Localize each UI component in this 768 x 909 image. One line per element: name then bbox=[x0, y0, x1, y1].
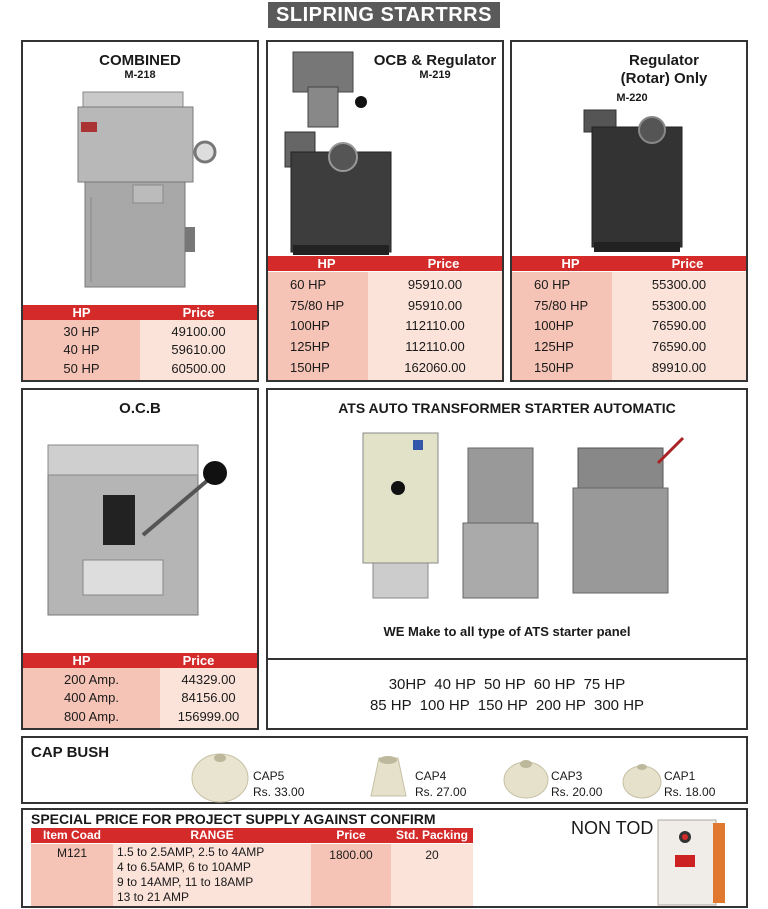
ocb-title: O.C.B bbox=[119, 400, 161, 417]
cap4-image bbox=[361, 752, 416, 800]
ats-hp-box bbox=[266, 658, 748, 730]
ocb-regulator-table bbox=[268, 272, 502, 380]
item-coad-header: Item Coad bbox=[42, 828, 101, 842]
ocb-regulator-model: M-219 bbox=[419, 69, 451, 81]
ats-card bbox=[266, 388, 748, 660]
table-cell: 49100.00 bbox=[171, 323, 226, 339]
table-cell: 112110.00 bbox=[405, 318, 465, 334]
table-cell: 112110.00 bbox=[405, 339, 465, 355]
ats-panel-images bbox=[358, 428, 688, 603]
non-tod-starter-image bbox=[653, 815, 728, 907]
regulator-table bbox=[512, 272, 746, 380]
table-cell: 95910.00 bbox=[407, 297, 463, 313]
special-price-card bbox=[21, 808, 748, 908]
ats-hp-line1: 30HP 40 HP 50 HP 60 HP 75 HP bbox=[388, 676, 626, 693]
price-header: Price bbox=[336, 828, 366, 842]
table-cell: 30 HP bbox=[63, 323, 100, 339]
combined-machine-image bbox=[73, 87, 223, 292]
table-cell: 59610.00 bbox=[171, 342, 226, 358]
table-cell: 162060.00 bbox=[404, 360, 466, 376]
table-cell: 75/80 HP bbox=[290, 297, 345, 313]
ocb-regulator-price-header: Price bbox=[427, 256, 460, 271]
range-header: RANGE bbox=[190, 828, 234, 842]
table-cell: 44329.00 bbox=[181, 671, 236, 687]
ocb-card bbox=[21, 388, 259, 730]
ocb-hp-header: HP bbox=[72, 653, 91, 668]
table-cell: 89910.00 bbox=[651, 360, 707, 376]
cap3-image bbox=[501, 754, 551, 800]
ats-title: ATS AUTO TRANSFORMER STARTER AUTOMATIC bbox=[338, 400, 676, 416]
special-title: SPECIAL PRICE FOR PROJECT SUPPLY AGAINST CONFIRM bbox=[31, 811, 436, 827]
std-packing-cell: 20 bbox=[425, 848, 439, 862]
combined-table-header bbox=[23, 305, 257, 320]
table-cell: 76590.00 bbox=[651, 339, 707, 355]
ocb-regulator-table-header bbox=[268, 256, 502, 271]
cap4-price: Rs. 27.00 bbox=[415, 785, 467, 799]
cap1-label bbox=[664, 768, 715, 800]
combined-table bbox=[23, 320, 257, 380]
non-tod-label: NON TOD bbox=[571, 818, 654, 838]
combined-hp-header: HP bbox=[72, 305, 91, 320]
combined-model: M-218 bbox=[124, 69, 156, 81]
table-cell: 50 HP bbox=[63, 361, 100, 377]
combined-title: COMBINED bbox=[99, 52, 181, 69]
ocb-regulator-card bbox=[266, 40, 504, 382]
ocb-regulator-machine-image bbox=[283, 47, 393, 257]
table-cell: 60 HP bbox=[534, 276, 571, 292]
regulator-price-header: Price bbox=[671, 256, 704, 271]
ocb-table-header bbox=[23, 653, 257, 668]
cap1-name: CAP1 bbox=[664, 769, 696, 783]
cap5-name: CAP5 bbox=[253, 769, 285, 783]
price-cell: 1800.00 bbox=[329, 848, 373, 862]
cap-bush-title: CAP BUSH bbox=[31, 744, 110, 761]
table-cell: 150HP bbox=[290, 360, 330, 376]
table-cell: 125HP bbox=[534, 339, 574, 355]
table-cell: 40 HP bbox=[63, 342, 100, 358]
ocb-regulator-title: OCB & Regulator bbox=[373, 52, 497, 69]
table-cell: 60 HP bbox=[290, 276, 327, 292]
item-coad-cell: M121 bbox=[56, 846, 88, 860]
table-cell: 55300.00 bbox=[651, 297, 707, 313]
table-cell: 156999.00 bbox=[177, 709, 240, 725]
combined-price-header: Price bbox=[182, 305, 215, 320]
table-cell: 60500.00 bbox=[171, 361, 226, 377]
page-banner: SLIPRING STARTRRS bbox=[268, 2, 500, 28]
cap4-name: CAP4 bbox=[415, 769, 447, 783]
std-packing-header: Std. Packing bbox=[395, 828, 469, 842]
table-cell: 125HP bbox=[290, 339, 330, 355]
cap3-name: CAP3 bbox=[551, 769, 583, 783]
table-cell: 76590.00 bbox=[651, 318, 707, 334]
cap4-label bbox=[415, 768, 466, 800]
regulator-model: M-220 bbox=[616, 92, 648, 104]
table-cell: 84156.00 bbox=[181, 690, 236, 706]
table-cell: 400 Amp. bbox=[64, 690, 119, 706]
cap5-price: Rs. 33.00 bbox=[253, 785, 305, 799]
cap1-price: Rs. 18.00 bbox=[664, 785, 716, 799]
table-cell: 100HP bbox=[290, 318, 330, 334]
cap3-label bbox=[551, 768, 602, 800]
table-cell: 55300.00 bbox=[651, 276, 707, 292]
cap5-image bbox=[188, 748, 253, 803]
table-cell: 200 Amp. bbox=[64, 671, 119, 687]
regulator-hp-header: HP bbox=[561, 256, 580, 271]
ats-tagline: WE Make to all type of ATS starter panel bbox=[383, 624, 631, 639]
range-line: 4 to 6.5AMP, 6 to 10AMP bbox=[117, 860, 251, 874]
ocb-machine-image bbox=[43, 435, 243, 625]
combined-card bbox=[21, 40, 259, 382]
table-cell: 95910.00 bbox=[407, 276, 463, 292]
special-table-body bbox=[31, 844, 473, 906]
table-cell: 75/80 HP bbox=[534, 297, 589, 313]
range-line: 13 to 21 AMP bbox=[117, 890, 190, 904]
table-cell: 100HP bbox=[534, 318, 574, 334]
table-cell: 800 Amp. bbox=[64, 709, 119, 725]
cap3-price: Rs. 20.00 bbox=[551, 785, 603, 799]
ats-hp-line2: 85 HP 100 HP 150 HP 200 HP 300 HP bbox=[369, 697, 645, 714]
ocb-table bbox=[23, 668, 257, 728]
cap1-image bbox=[619, 756, 665, 800]
ocb-regulator-hp-header: HP bbox=[317, 256, 336, 271]
ocb-price-header: Price bbox=[182, 653, 215, 668]
special-table-header bbox=[31, 828, 473, 843]
regulator-card bbox=[510, 40, 748, 382]
regulator-title-line2: (Rotar) Only bbox=[620, 70, 708, 87]
range-cell bbox=[117, 845, 264, 905]
regulator-table-header bbox=[512, 256, 746, 271]
regulator-title-line1: Regulator bbox=[628, 52, 699, 69]
table-cell: 150HP bbox=[534, 360, 574, 376]
cap5-label bbox=[253, 768, 304, 800]
cap-bush-card bbox=[21, 736, 748, 804]
range-line: 9 to 14AMP, 11 to 18AMP bbox=[117, 875, 254, 889]
regulator-machine-image bbox=[582, 102, 692, 257]
range-line: 1.5 to 2.5AMP, 2.5 to 4AMP bbox=[117, 845, 265, 859]
